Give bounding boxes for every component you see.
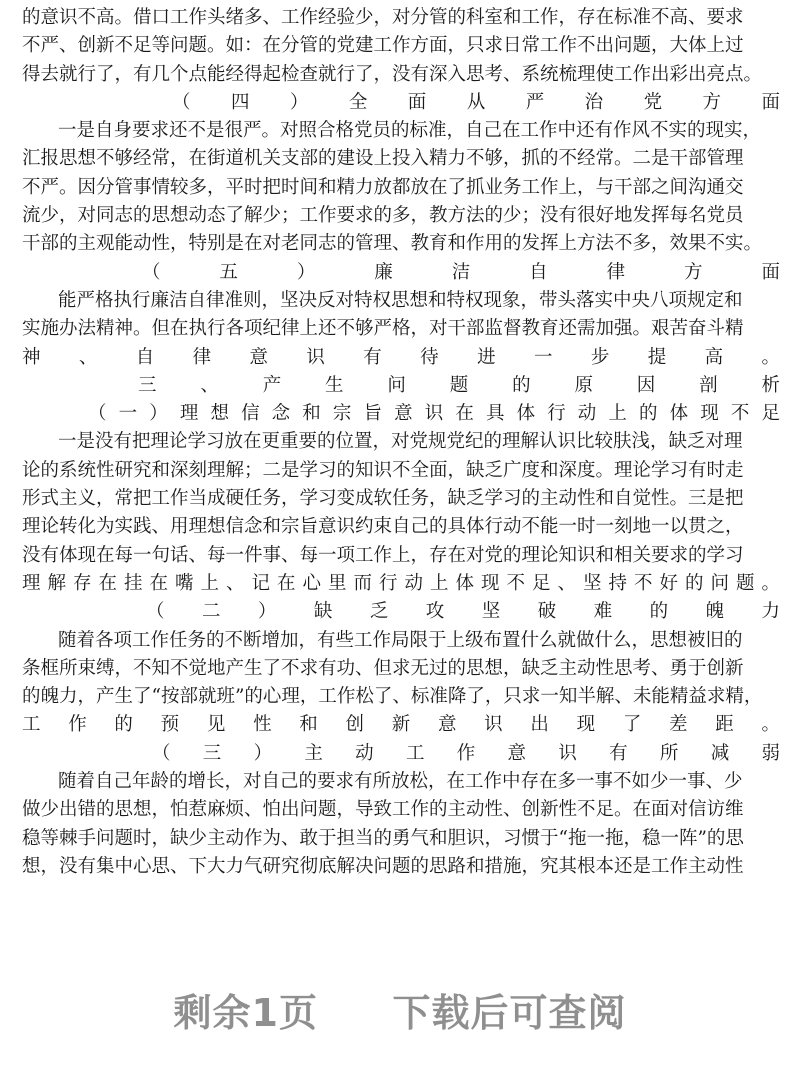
remaining-pages-label: 剩余1页 — [173, 991, 318, 1035]
document-body — [22, 4, 780, 881]
body-line: 随着自己年龄的增长，对自己的要求有所放松，在工作中存在多一事不如少一事、少 — [58, 771, 743, 793]
body-line: 理解存在挂在嘴上、记在心里而行动上体现不足、坚持不好的问题。 — [22, 572, 780, 594]
body-line: 流少，对同志的思想动态了解少；工作要求的多，教方法的少；没有很好地发挥每名党员 — [22, 205, 744, 227]
body-line: 不严、创新不足等问题。如：在分管的党建工作方面，只求日常工作不出问题，大体上过 — [22, 35, 744, 57]
section-heading-5: （五）廉洁自律方面 — [142, 261, 780, 283]
download-prompt-banner[interactable] — [0, 982, 800, 1037]
body-line: 一是没有把理论学习放在更重要的位置，对党规党纪的理解认识比较肤浅，缺乏对理 — [58, 431, 743, 453]
body-line: 形式主义，常把工作当成硬任务，学习变成软任务，缺乏学习的主动性和自觉性。三是把 — [22, 488, 744, 510]
subsection-heading-3: （三）主动工作意识有所减弱 — [152, 742, 780, 764]
body-line: 实施办法精神。但在执行各项纪律上还不够严格，对干部监督教育还需加强。艰苦奋斗精 — [22, 318, 744, 340]
body-line: 能严格执行廉洁自律准则，坚决反对特权思想和特权现象，带头落实中央八项规定和 — [58, 289, 743, 311]
body-line: 稳等棘手问题时，缺少主动作为、敢于担当的勇气和胆识，习惯于“拖一拖，稳一阵”的思 — [22, 827, 744, 849]
body-line: 汇报思想不够经常，在街道机关支部的建设上投入精力不够，抓的不经常。二是干部管理 — [22, 148, 744, 170]
body-line: 神、自律意识有待进一步提高。 — [22, 346, 780, 368]
body-line: 随着各项工作任务的不断增加，有些工作局限于上级布置什么就做什么，思想被旧的 — [58, 629, 743, 651]
body-line: 理论转化为实践、用理想信念和宗旨意识约束自己的具体行动不能一时一刻地一以贯之， — [22, 516, 744, 538]
body-line: 条框所束缚，不知不觉地产生了不求有功、但求无过的思想，缺乏主动性思考、勇于创新 — [22, 657, 744, 679]
download-to-read-label[interactable]: 下载后可查阅 — [392, 991, 627, 1035]
subsection-heading-2: （二）缺乏攻坚破难的魄力 — [146, 601, 780, 623]
body-line: 工作的预见性和创新意识出现了差距。 — [22, 714, 780, 736]
body-line: 做少出错的思想，怕惹麻烦、怕出问题，导致工作的主动性、创新性不足。在面对信访维 — [22, 799, 744, 821]
section-heading-4: （四）全面从严治党方面 — [172, 91, 780, 113]
body-line: 想，没有集中心思、下大力气研究彻底解决问题的思路和措施，究其根本还是工作主动性 — [22, 855, 744, 877]
body-line: 不严。因分管事情较多，平时把时间和精力放都放在了抓业务工作上，与干部之间沟通交 — [22, 176, 744, 198]
chapter-heading-3: 三、产生问题的原因剖析 — [138, 374, 780, 396]
body-line: 的意识不高。借口工作头绪多、工作经验少，对分管的科室和工作，存在标准不高、要求 — [22, 7, 744, 28]
subsection-heading-1: （一）理想信念和宗旨意识在具体行动上的体现不足 — [88, 403, 780, 425]
body-line: 得去就行了，有几个点能经得起检查就行了，没有深入思考、系统梳理使工作出彩出亮点。 — [22, 63, 763, 85]
body-line: 的魄力，产生了“按部就班”的心理，工作松了、标准降了，只求一知半解、未能精益求精， — [22, 686, 763, 708]
body-line: 没有体现在每一句话、每一件事、每一项工作上，存在对党的理论知识和相关要求的学习 — [22, 544, 744, 566]
body-line: 干部的主观能动性，特别是在对老同志的管理、教育和作用的发挥上方法不多，效果不实。 — [22, 233, 763, 255]
body-line: 一是自身要求还不是很严。对照合格党员的标准，自己在工作中还有作风不实的现实， — [58, 120, 762, 142]
body-line: 论的系统性研究和深刻理解；二是学习的知识不全面，缺乏广度和深度。理论学习有时走 — [22, 459, 744, 481]
